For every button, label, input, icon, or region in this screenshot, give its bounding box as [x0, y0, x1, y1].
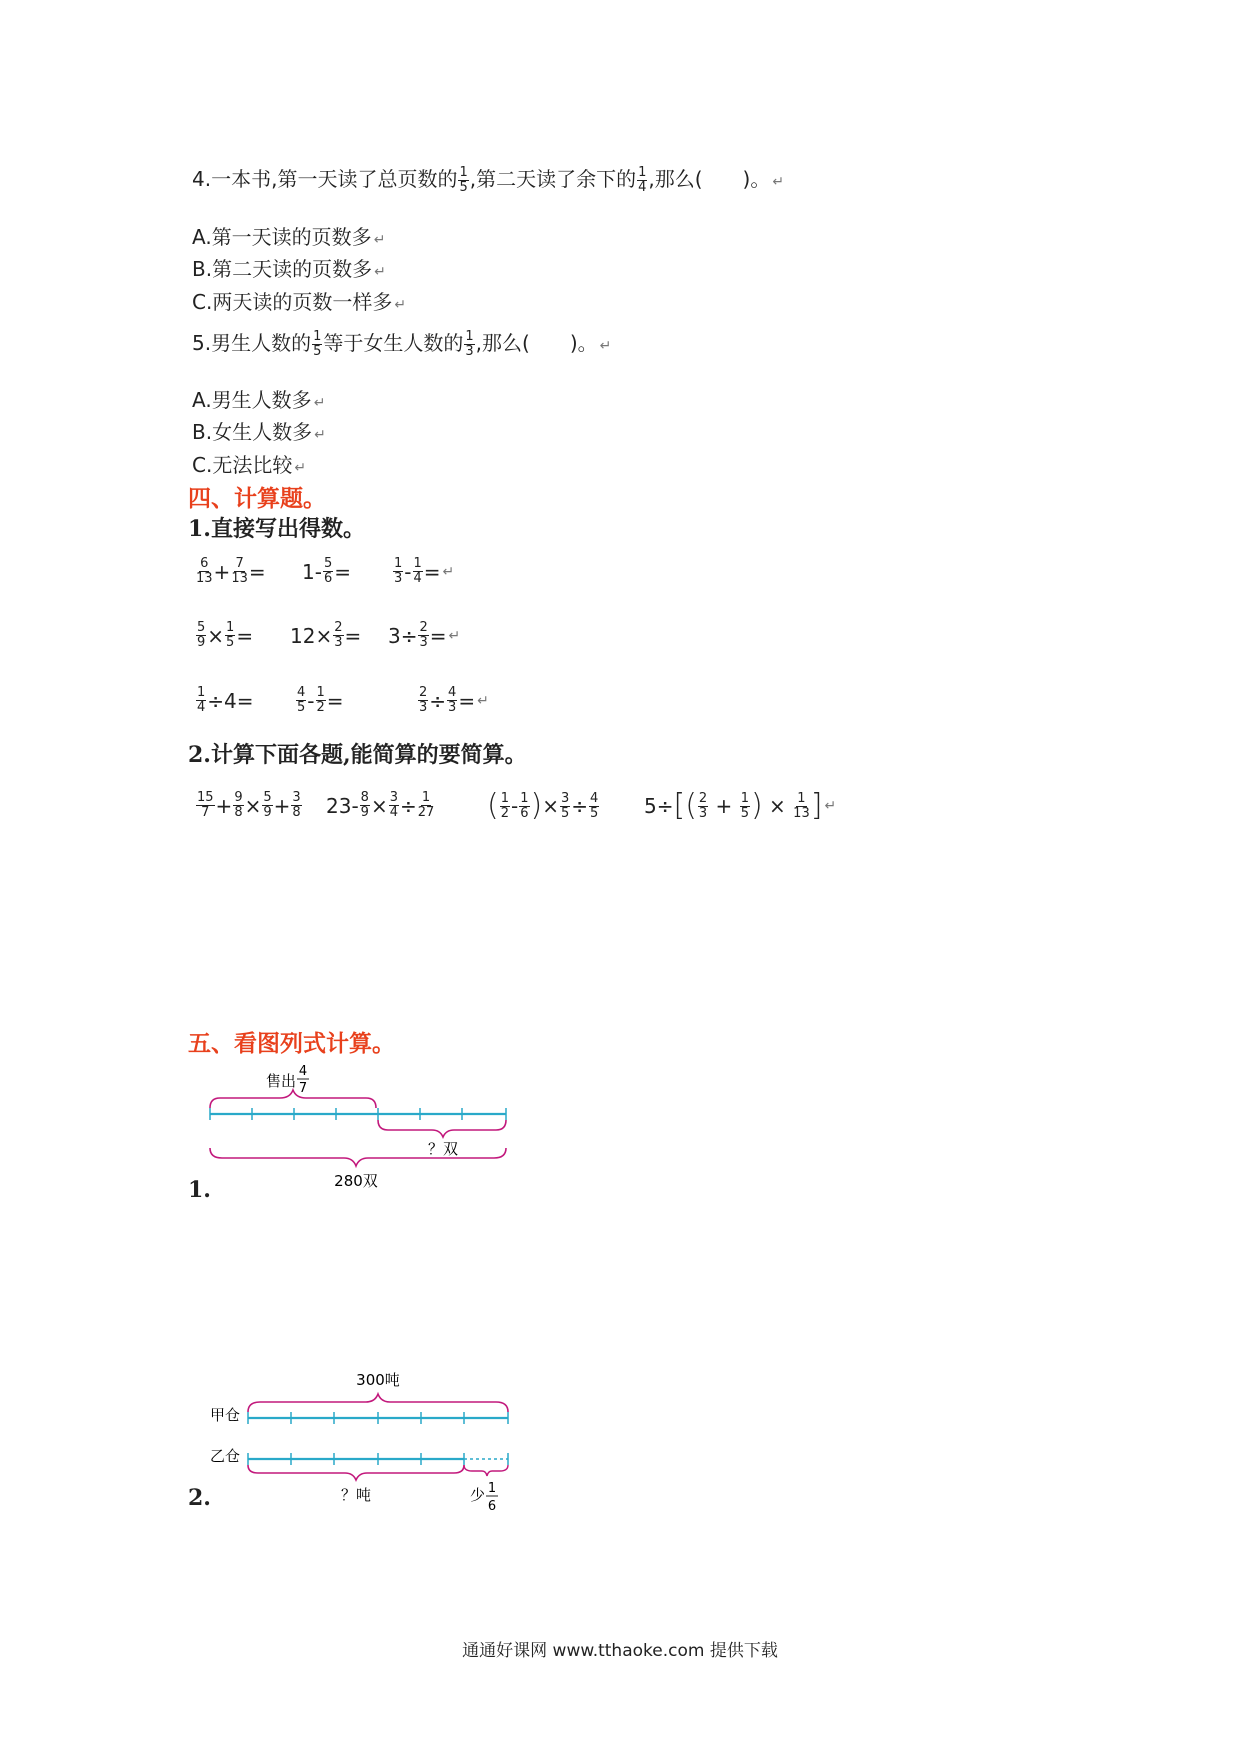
figure-1-number: 1. [188, 1177, 211, 1203]
total-label: 280双 [334, 1172, 378, 1190]
less-frac-num: 1 [487, 1481, 497, 1496]
q4-option-c: C.两天读的页数一样多 ↵ [192, 290, 407, 314]
calc-expr: $\frac{1}{3}$ - $\frac{1}{4}$ = ↵ [394, 556, 455, 586]
calc-expr: 23- $\frac{8}{9}$ × $\frac{3}{4}$ ÷ $\frac{1}{27}$ [326, 790, 435, 820]
calc-expr: $\frac{2}{3}$ ÷ $\frac{4}{3}$ = ↵ [419, 685, 489, 715]
section-5-heading: 五、看图列式计算。 [188, 1030, 395, 1057]
q5-option-c: C.无法比较 ↵ [192, 453, 307, 477]
calc-expr: $\frac{4}{5}$ - $\frac{1}{2}$ = [297, 685, 344, 715]
question-4-text-c: ,那么( )。 [648, 167, 771, 191]
remainder-brace [378, 1120, 506, 1137]
calc-expr: 1- $\frac{5}{6}$ = [302, 556, 351, 586]
q5-option-b: B.女生人数多 ↵ [192, 420, 326, 444]
row2-label: 乙仓 [210, 1447, 241, 1465]
calc-expr: 3÷ $\frac{2}{3}$ = ↵ [388, 620, 461, 650]
return-mark: ↵ [772, 174, 785, 190]
question-5: 5.男生人数的 $\frac{1}{5}$ 等于女生人数的 $\frac{1}{3}$ ,那么( )。 ↵ [192, 329, 612, 359]
calc-expr: ( $\frac{1}{2}$ - $\frac{1}{6}$ ) × $\frac{3}{5}$ ÷ $\frac{4}{5}$ [487, 788, 599, 823]
less-brace [464, 1465, 508, 1476]
figure-2-line-diagram [200, 1360, 540, 1520]
calc-expr: $\frac{5}{9}$ × $\frac{1}{5}$ = [197, 620, 254, 650]
row2-brace [248, 1465, 464, 1480]
q4-option-a: A.第一天读的页数多 ↵ [192, 225, 386, 249]
question-4 [192, 163, 784, 195]
row1-label: 甲仓 [210, 1406, 241, 1424]
section-4-heading: 四、计算题。 [188, 485, 326, 512]
fraction: $\frac{1}{5}$ [459, 165, 468, 195]
question-label: ？吨 [340, 1486, 372, 1504]
fraction: $\frac{1}{4}$ [638, 165, 647, 195]
calc-expr: 12× $\frac{2}{3}$ = [290, 620, 362, 650]
footer-credit: 通通好课网 www.tthaoke.com 提供下载 [462, 1641, 778, 1661]
calc-expr: 5÷ [ ( $\frac{2}{3}$ + $\frac{1}{5}$ ) × $\frac{1}{13}$ ] ↵ [644, 788, 837, 823]
sold-frac-den: 7 [298, 1081, 308, 1096]
fraction: $\frac{1}{5}$ [313, 329, 322, 359]
subsection-2-heading: 2.计算下面各题,能简算的要简算。 [188, 742, 527, 768]
sold-frac-num: 4 [298, 1064, 308, 1079]
total-brace [210, 1148, 506, 1166]
question-4-text-b: ,第二天读了余下的 [469, 167, 637, 191]
sold-brace [210, 1090, 376, 1108]
less-frac-den: 6 [487, 1499, 497, 1514]
figure-1-line-diagram [200, 1060, 520, 1210]
remainder-label: ？双 [427, 1140, 459, 1158]
question-4-text-a: 4.一本书,第一天读了总页数的 [192, 167, 458, 191]
less-label: 少 [470, 1486, 486, 1504]
top-label: 300吨 [356, 1371, 400, 1389]
calc-expr: $\frac{15}{7}$ + $\frac{9}{8}$ × $\frac{5}{9}$ + $\frac{3}{8}$ [197, 790, 301, 820]
q5-option-a: A.男生人数多 ↵ [192, 388, 326, 412]
sold-label: 售出 [266, 1072, 297, 1090]
fraction: $\frac{1}{3}$ [465, 329, 474, 359]
figure-2-number: 2. [188, 1485, 211, 1511]
q4-option-b: B.第二天读的页数多 ↵ [192, 257, 386, 281]
top-brace [248, 1394, 508, 1412]
calc-expr: $\frac{1}{4}$ ÷4= [197, 685, 254, 715]
calc-expr: $\frac{6}{13}$ + $\frac{7}{13}$ = [196, 556, 266, 586]
subsection-1-heading: 1.直接写出得数。 [188, 516, 365, 542]
